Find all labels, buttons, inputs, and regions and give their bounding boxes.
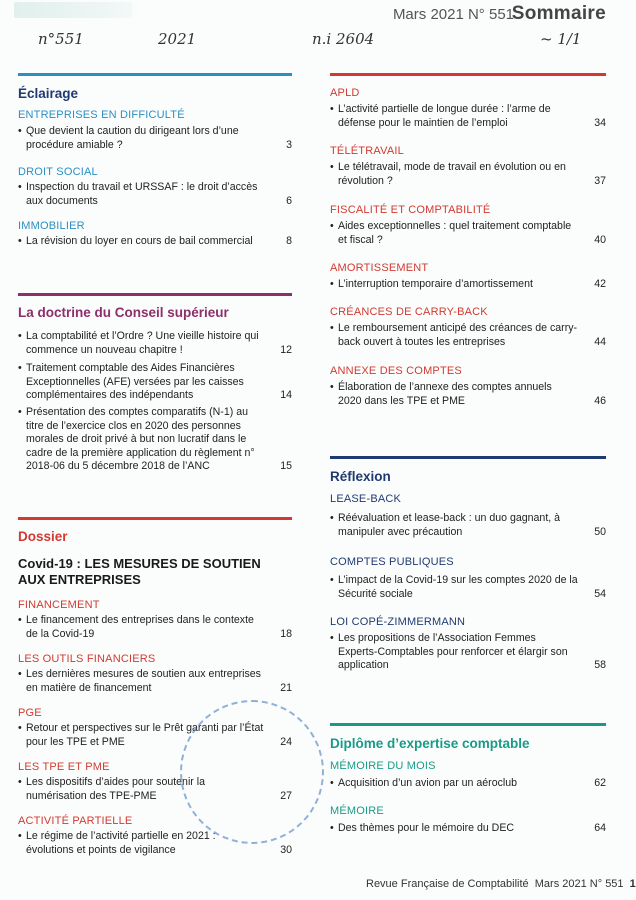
category-label: MÉMOIRE DU MOIS [330, 760, 436, 772]
bullet: • [18, 776, 22, 788]
section-rule [330, 723, 606, 726]
page-number: 58 [594, 659, 606, 671]
toc-entry[interactable] [18, 181, 292, 209]
toc-entry[interactable] [330, 822, 606, 836]
toc-entry[interactable] [330, 381, 606, 409]
footer-issue: Mars 2021 N° 551 [534, 878, 624, 890]
journal-name: Revue Française de Comptabilité [366, 878, 529, 890]
entry-text: Le remboursement anticipé des créances de carry-back ouvert à toutes les entreprises [338, 322, 578, 348]
category-label: DROIT SOCIAL [18, 166, 98, 178]
toc-entry[interactable] [18, 330, 292, 358]
section-rule [18, 73, 292, 76]
bullet: • [330, 381, 334, 393]
page-number: 42 [594, 278, 606, 290]
page-number: 8 [286, 235, 292, 247]
bullet: • [18, 330, 22, 342]
section-rule [330, 456, 606, 459]
masthead-strip [14, 2, 132, 18]
toc-entry[interactable] [18, 125, 292, 153]
toc-entry[interactable] [330, 161, 606, 189]
toc-entry[interactable] [330, 103, 606, 131]
page-number: 34 [594, 117, 606, 129]
ink-stamp [180, 700, 324, 844]
bullet: • [18, 668, 22, 680]
page-number: 15 [280, 460, 292, 472]
section-title-diplome: Diplôme d’expertise comptable [330, 736, 530, 751]
handwritten-note: ~ 1/1 [540, 30, 582, 48]
section-rule [18, 517, 292, 520]
category-label: PGE [18, 707, 42, 719]
bullet: • [330, 220, 334, 232]
bullet: • [330, 512, 334, 524]
bullet: • [330, 574, 334, 586]
category-label: LEASE-BACK [330, 493, 402, 505]
entry-text: L’impact de la Covid-19 sur les comptes 2020 de la Sécurité sociale [338, 574, 578, 600]
page-title: Sommaire [511, 3, 606, 24]
entry-text: Élaboration de l’annexe des comptes annuels 2020 dans les TPE et PME [338, 381, 552, 407]
page-number: 64 [594, 822, 606, 834]
bullet: • [18, 830, 22, 842]
page-number: 14 [280, 389, 292, 401]
entry-text: L’activité partielle de longue durée : l’arme de défense pour le maintien de l’emploi [338, 103, 551, 129]
page-number: 37 [594, 175, 606, 187]
page-number: 27 [280, 790, 292, 802]
entry-text: Le télétravail, mode de travail en évolution ou en révolution ? [338, 161, 566, 187]
toc-entry[interactable] [330, 777, 606, 791]
handwritten-note: n°551 [38, 30, 84, 48]
toc-entry[interactable] [330, 632, 606, 674]
category-label: FISCALITÉ ET COMPTABILITÉ [330, 204, 491, 216]
category-label: LOI COPÉ-ZIMMERMANN [330, 616, 466, 628]
page-number: 40 [594, 234, 606, 246]
entry-text: Inspection du travail et URSSAF : le droit d’accès aux documents [26, 181, 258, 207]
category-label: ACTIVITÉ PARTIELLE [18, 815, 133, 827]
bullet: • [18, 125, 22, 137]
toc-entry[interactable] [330, 278, 606, 292]
page-number: 46 [594, 395, 606, 407]
dossier-subtitle: Covid-19 : LES MESURES DE SOUTIEN AUX ENTREPRISES [18, 556, 261, 587]
page-number: 30 [280, 844, 292, 856]
category-label: AMORTISSEMENT [330, 262, 429, 274]
section-title-eclairage: Éclairage [18, 86, 79, 101]
bullet: • [18, 406, 22, 418]
entry-text: Présentation des comptes comparatifs (N-1) au titre de l’exercice clos en 2020 des personnes morales de droit privé à but non lucratif dans le cadre de la première application du règlement n° 2018-06 du 5 décembre 2018 de l’ANC [26, 406, 255, 473]
category-label: LES TPE ET PME [18, 761, 110, 773]
entry-text: Le financement des entreprises dans le contexte de la Covid-19 [26, 614, 254, 640]
page-number: 18 [280, 628, 292, 640]
bullet: • [18, 235, 22, 247]
section-title-reflexion: Réflexion [330, 469, 391, 484]
category-label: ANNEXE DES COMPTES [330, 365, 462, 377]
page-number: 50 [594, 526, 606, 538]
entry-text: Le régime de l’activité partielle en 2021 : évolutions et points de vigilance [26, 830, 216, 856]
entry-text: Les dispositifs d’aides pour soutenir la numérisation des TPE-PME [26, 776, 206, 802]
section-title-dossier: Dossier [18, 529, 68, 544]
toc-entry[interactable] [18, 362, 292, 404]
toc-entry[interactable] [18, 668, 292, 696]
entry-text: Que devient la caution du dirigeant lors d’une procédure amiable ? [26, 125, 239, 151]
section-rule [18, 293, 292, 296]
category-label: FINANCEMENT [18, 599, 100, 611]
page-number: 62 [594, 777, 606, 789]
entry-text: Acquisition d’un avion par un aéroclub [338, 777, 518, 789]
category-label: APLD [330, 87, 360, 99]
issue-label: Mars 2021 N° 551 [392, 6, 514, 23]
entry-text: Traitement comptable des Aides Financières Exceptionnelles (AFE) versées par les caisses complémentaires des indépendants [26, 362, 244, 402]
toc-entry[interactable] [330, 322, 606, 350]
footer-page-number: 1 [629, 878, 636, 890]
page-number: 3 [286, 139, 292, 151]
page-number: 12 [280, 344, 292, 356]
page-number: 44 [594, 336, 606, 348]
entry-text: Réévaluation et lease-back : un duo gagnant, à manipuler avec précaution [338, 512, 561, 538]
toc-entry[interactable] [18, 614, 292, 642]
bullet: • [330, 822, 334, 834]
footer [366, 878, 636, 890]
bullet: • [18, 181, 22, 193]
entry-text: L’interruption temporaire d’amortissement [338, 278, 533, 290]
bullet: • [330, 103, 334, 115]
category-label: MÉMOIRE [330, 805, 384, 817]
category-label: TÉLÉTRAVAIL [330, 145, 404, 157]
bullet: • [330, 161, 334, 173]
entry-text: Aides exceptionnelles : quel traitement comptable et fiscal ? [338, 220, 572, 246]
category-label: COMPTES PUBLIQUES [330, 556, 454, 568]
page-number: 21 [280, 682, 292, 694]
section-rule [330, 73, 606, 76]
bullet: • [330, 322, 334, 334]
entry-text: Retour et perspectives sur le Prêt garanti par l’État pour les TPE et PME [26, 722, 264, 748]
handwritten-note: n.i 2604 [312, 30, 375, 48]
entry-text: La révision du loyer en cours de bail commercial [26, 235, 253, 247]
handwritten-note: 2021 [158, 30, 197, 48]
entry-text: La comptabilité et l’Ordre ? Une vieille histoire qui commence un nouveau chapitre ! [26, 330, 259, 356]
entry-text: Des thèmes pour le mémoire du DEC [338, 822, 515, 834]
bullet: • [330, 632, 334, 644]
toc-entry[interactable] [330, 574, 606, 602]
page-number: 54 [594, 588, 606, 600]
toc-entry[interactable] [330, 512, 606, 540]
bullet: • [330, 278, 334, 290]
bullet: • [18, 614, 22, 626]
category-label: IMMOBILIER [18, 220, 85, 232]
bullet: • [18, 722, 22, 734]
category-label: LES OUTILS FINANCIERS [18, 653, 156, 665]
entry-text: Les propositions de l’Association Femmes Experts-Comptables pour renforcer et élargir son application [338, 632, 568, 672]
toc-entry[interactable] [330, 220, 606, 248]
bullet: • [330, 777, 334, 789]
category-label: CRÉANCES DE CARRY-BACK [330, 306, 488, 318]
toc-entry[interactable] [18, 406, 292, 476]
bullet: • [18, 362, 22, 374]
category-label: ENTREPRISES EN DIFFICULTÉ [18, 109, 185, 121]
section-title-doctrine: La doctrine du Conseil supérieur [18, 305, 229, 320]
toc-entry[interactable] [18, 235, 292, 249]
page-number: 24 [280, 736, 292, 748]
page-number: 6 [286, 195, 292, 207]
entry-text: Les dernières mesures de soutien aux entreprises en matière de financement [26, 668, 261, 694]
